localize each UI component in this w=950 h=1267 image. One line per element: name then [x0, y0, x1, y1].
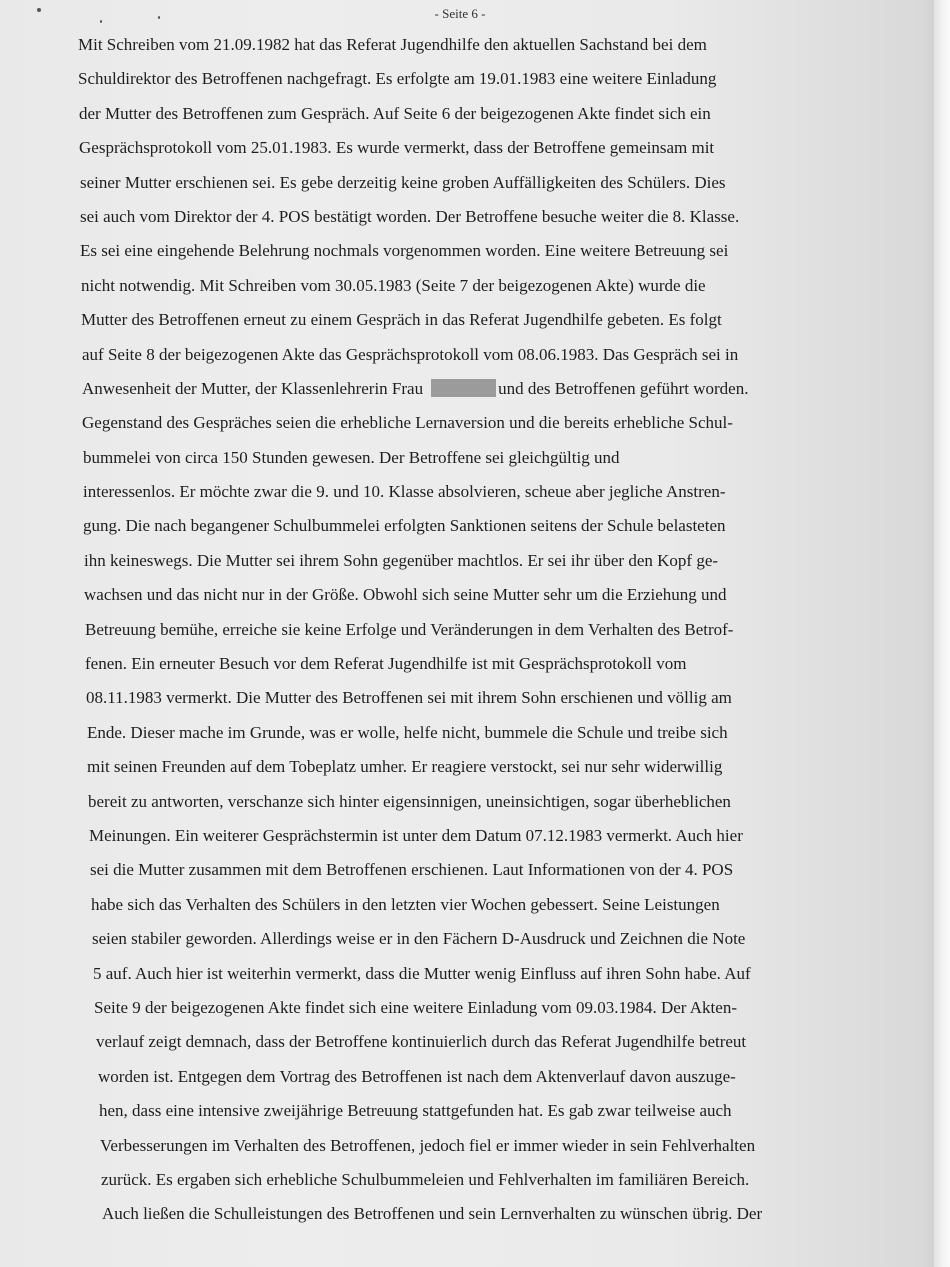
text-line: auf Seite 8 der beigezogenen Akte das Gesprächsprotokoll vom 08.06.1983. Das Gespräch sei in [82, 344, 739, 364]
text-line: Es sei eine eingehende Belehrung nochmals vorgenommen worden. Eine weitere Betreuung sei [80, 241, 729, 261]
text-line: der Mutter des Betroffenen zum Gespräch. Auf Seite 6 der beigezogenen Akte findet sich ein [79, 103, 711, 123]
text-line: Gegenstand des Gespräches seien die erhebliche Lernaversion und die bereits erhebliche Schul- [82, 413, 733, 433]
text-line-with-redaction [78, 372, 858, 406]
body-text [78, 28, 858, 1232]
page-number-header: - Seite 6 - [434, 6, 486, 21]
text-line: wachsen und das nicht nur in der Größe. Obwohl sich seine Mutter sehr um die Erziehung und [84, 585, 727, 605]
page-edge-shadow [934, 0, 950, 1267]
text-line: Meinungen. Ein weiterer Gesprächstermin ist unter dem Datum 07.12.1983 vermerkt. Auch hier [89, 825, 743, 845]
text-line: seien stabiler geworden. Allerdings weise er in den Fächern D-Ausdruck und Zeichnen die Note [92, 929, 746, 949]
text-line: Betreuung bemühe, erreiche sie keine Erfolge und Veränderungen in dem Verhalten des Betrof- [85, 619, 734, 639]
text-line: bummelei von circa 150 Stunden gewesen. Der Betroffene sei gleichgültig und [83, 447, 620, 467]
text-line: Gesprächsprotokoll vom 25.01.1983. Es wurde vermerkt, dass der Betroffene gemeinsam mit [79, 138, 715, 158]
text-line: fenen. Ein erneuter Besuch vor dem Referat Jugendhilfe ist mit Gesprächsprotokoll vom [85, 654, 687, 674]
text-line-start: Anwesenheit der Mutter, der Klassenlehrerin Frau [82, 378, 424, 398]
text-line: Ende. Dieser mache im Grunde, was er wolle, helfe nicht, bummele die Schule und treibe sich [87, 722, 728, 742]
text-line: interessenlos. Er möchte zwar die 9. und 10. Klasse absolvieren, scheue aber jegliche Anstren- [83, 482, 726, 502]
text-line: 08.11.1983 vermerkt. Die Mutter des Betroffenen sei mit ihrem Sohn erschienen und völlig am [86, 688, 732, 708]
text-line: Schuldirektor des Betroffenen nachgefragt. Es erfolgte am 19.01.1983 eine weitere Einladung [78, 69, 717, 89]
text-line-end: und des Betroffenen geführt worden. [498, 378, 749, 398]
text-line: worden ist. Entgegen dem Vortrag des Betroffenen ist nach dem Aktenverlauf davon auszuge- [98, 1066, 736, 1086]
text-line: nicht notwendig. Mit Schreiben vom 30.05.1983 (Seite 7 der beigezogenen Akte) wurde die [81, 275, 706, 295]
text-line: ihn keineswegs. Die Mutter sei ihrem Sohn gegenüber machtlos. Er sei ihr über den Kopf ge- [84, 550, 719, 570]
text-line: Verbesserungen im Verhalten des Betroffenen, jedoch fiel er immer wieder in sein Fehlverhalten [100, 1135, 756, 1155]
text-line: seiner Mutter erschienen sei. Es gebe derzeitig keine groben Auffälligkeiten des Schülers. Dies [80, 172, 726, 192]
text-line: Mit Schreiben vom 21.09.1982 hat das Referat Jugendhilfe den aktuellen Sachstand bei dem [78, 35, 707, 54]
text-line: bereit zu antworten, verschanze sich hinter eigensinnigen, uneinsichtigen, sogar überheblichen [88, 791, 731, 811]
text-line: gung. Die nach begangener Schulbummelei erfolgten Sanktionen seitens der Schule belasteten [83, 516, 726, 536]
text-line: sei auch vom Direktor der 4. POS bestätigt worden. Der Betroffene besuche weiter die 8. Klasse. [80, 206, 740, 226]
text-line: Auch ließen die Schulleistungen des Betroffenen und sein Lernverhalten zu wünschen übrig. Der [102, 1204, 763, 1224]
text-line: sei die Mutter zusammen mit dem Betroffenen erschienen. Laut Informationen von der 4. POS [90, 860, 734, 880]
redacted-name-box [431, 379, 496, 397]
text-line: Mutter des Betroffenen erneut zu einem Gespräch in das Referat Jugendhilfe gebeten. Es folgt [81, 310, 722, 330]
text-line: mit seinen Freunden auf dem Tobeplatz umher. Er reagiere verstockt, sei nur sehr widerwillig [87, 757, 723, 777]
text-line: 5 auf. Auch hier ist weiterhin vermerkt, dass die Mutter wenig Einfluss auf ihren Sohn habe. Auf [93, 963, 751, 983]
text-line: verlauf zeigt demnach, dass der Betroffene kontinuierlich durch das Referat Jugendhilfe betreut [96, 1032, 747, 1052]
text-line: zurück. Es ergaben sich erhebliche Schulbummeleien und Fehlverhalten im familiären Bereich. [101, 1169, 750, 1189]
text-line: habe sich das Verhalten des Schülers in den letzten vier Wochen gebessert. Seine Leistungen [91, 894, 720, 914]
text-line: hen, dass eine intensive zweijährige Betreuung stattgefunden hat. Es gab zwar teilweise auch [99, 1101, 732, 1121]
text-line: Seite 9 der beigezogenen Akte findet sich eine weitere Einladung vom 09.03.1984. Der Akten- [94, 997, 737, 1017]
